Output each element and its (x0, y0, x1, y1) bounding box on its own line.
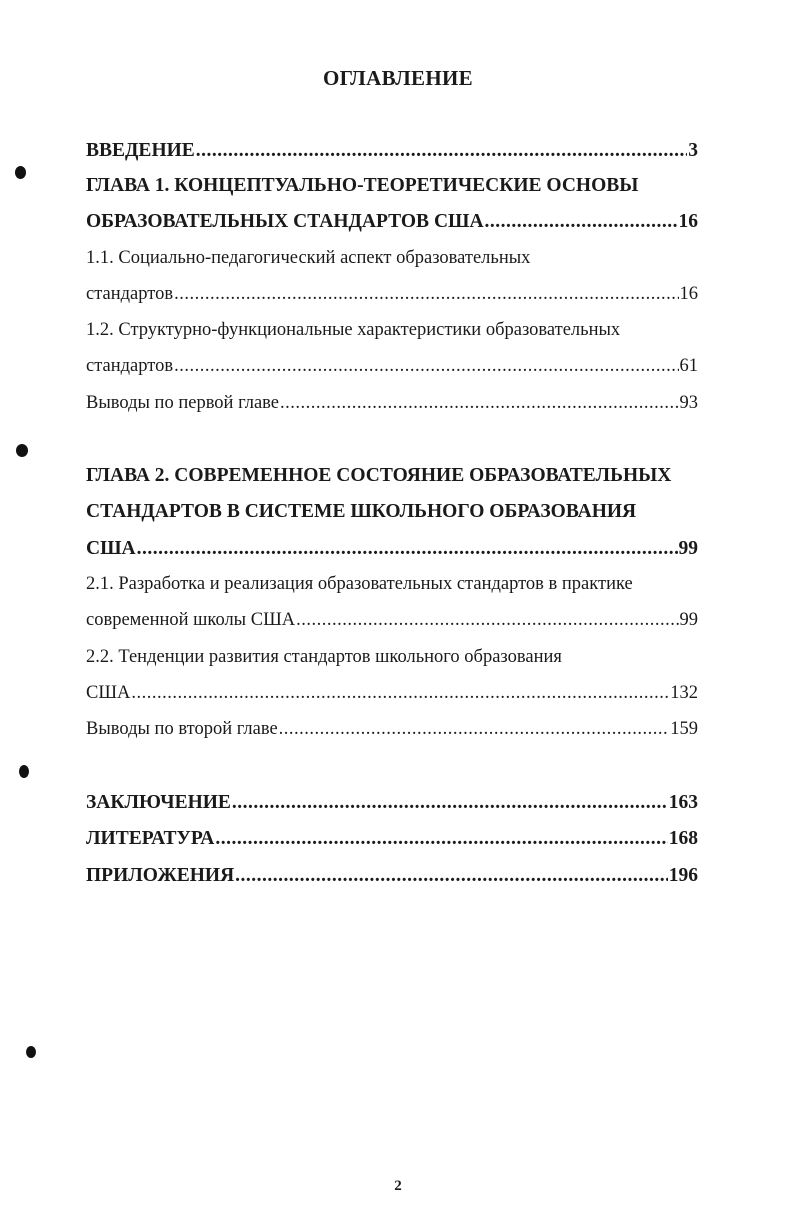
leader-dots (485, 211, 678, 233)
toc-chapter2-line2: СТАНДАРТОВ В СИСТЕМЕ ШКОЛЬНОГО ОБРАЗОВАНИЯ (86, 501, 637, 522)
toc-conclusions-2 (86, 719, 698, 749)
leader-dots (174, 356, 678, 377)
toc-entry-conclusion (86, 792, 698, 822)
toc-chapter2-line1: ГЛАВА 2. СОВРЕМЕННОЕ СОСТОЯНИЕ ОБРАЗОВАТЕЛЬНЫХ (86, 465, 672, 486)
scan-mark (15, 166, 26, 179)
toc-section-1-2-line2 (86, 356, 698, 386)
toc-page: 16 (678, 211, 698, 232)
toc-section-2-2-line2 (86, 683, 698, 713)
leader-dots (232, 792, 668, 814)
scan-mark (26, 1046, 36, 1058)
toc-page: 168 (668, 828, 698, 849)
toc-label: ОБРАЗОВАТЕЛЬНЫХ СТАНДАРТОВ США (86, 211, 484, 232)
toc-entry-appendices (86, 865, 698, 895)
toc-label: ЛИТЕРАТУРА (86, 828, 215, 849)
leader-dots (279, 719, 670, 740)
leader-dots (235, 865, 668, 887)
toc-section-2-1-line1: 2.1. Разработка и реализация образовательных стандартов в практике (86, 574, 633, 594)
toc-label: США (86, 683, 131, 703)
leader-dots (174, 284, 678, 305)
page-number: 2 (394, 1178, 402, 1194)
toc-section-1-1-line1: 1.1. Социально-педагогический аспект образовательных (86, 248, 531, 268)
scan-mark (16, 444, 28, 457)
leader-dots (280, 393, 678, 414)
toc-label: США (86, 538, 136, 559)
toc-label: Выводы по второй главе (86, 719, 278, 739)
toc-section-1-2-line1: 1.2. Структурно-функциональные характеристики образовательных (86, 320, 621, 340)
toc-section-2-2-line1: 2.2. Тенденции развития стандартов школьного образования (86, 647, 562, 667)
toc-label: стандартов (86, 284, 174, 304)
toc-page: 163 (668, 792, 698, 813)
leader-dots (296, 610, 678, 631)
toc-page: 132 (670, 683, 698, 703)
toc-section-1-1-line2 (86, 284, 698, 314)
toc-label: ЗАКЛЮЧЕНИЕ (86, 792, 231, 813)
toc-chapter1-line2 (86, 211, 698, 241)
toc-page: 3 (688, 140, 698, 161)
toc-chapter2-line3 (86, 538, 698, 568)
toc-section-2-1-line2 (86, 610, 698, 640)
toc-chapter1-line1: ГЛАВА 1. КОНЦЕПТУАЛЬНО-ТЕОРЕТИЧЕСКИЕ ОСНОВЫ (86, 175, 639, 196)
toc-label: Выводы по первой главе (86, 393, 280, 413)
toc-label: ВВЕДЕНИЕ (86, 140, 195, 161)
toc-page: 99 (678, 538, 698, 559)
toc-label: стандартов (86, 356, 174, 376)
page-title: ОГЛАВЛЕНИЕ (323, 66, 473, 90)
toc-entry-literature (86, 828, 698, 858)
toc-entry-intro (86, 140, 698, 170)
toc-page: 159 (670, 719, 698, 739)
toc-page: 93 (679, 393, 698, 413)
leader-dots (215, 828, 667, 850)
leader-dots (196, 140, 687, 162)
scan-mark (19, 765, 29, 778)
toc-label: ПРИЛОЖЕНИЯ (86, 865, 235, 886)
toc-label: современной школы США (86, 610, 296, 630)
leader-dots (131, 683, 669, 704)
toc-page: 99 (679, 610, 698, 630)
toc-conclusions-1 (86, 393, 698, 423)
toc-page: 16 (679, 284, 698, 304)
toc-page: 61 (679, 356, 698, 376)
leader-dots (137, 538, 678, 560)
toc-page: 196 (668, 865, 698, 886)
